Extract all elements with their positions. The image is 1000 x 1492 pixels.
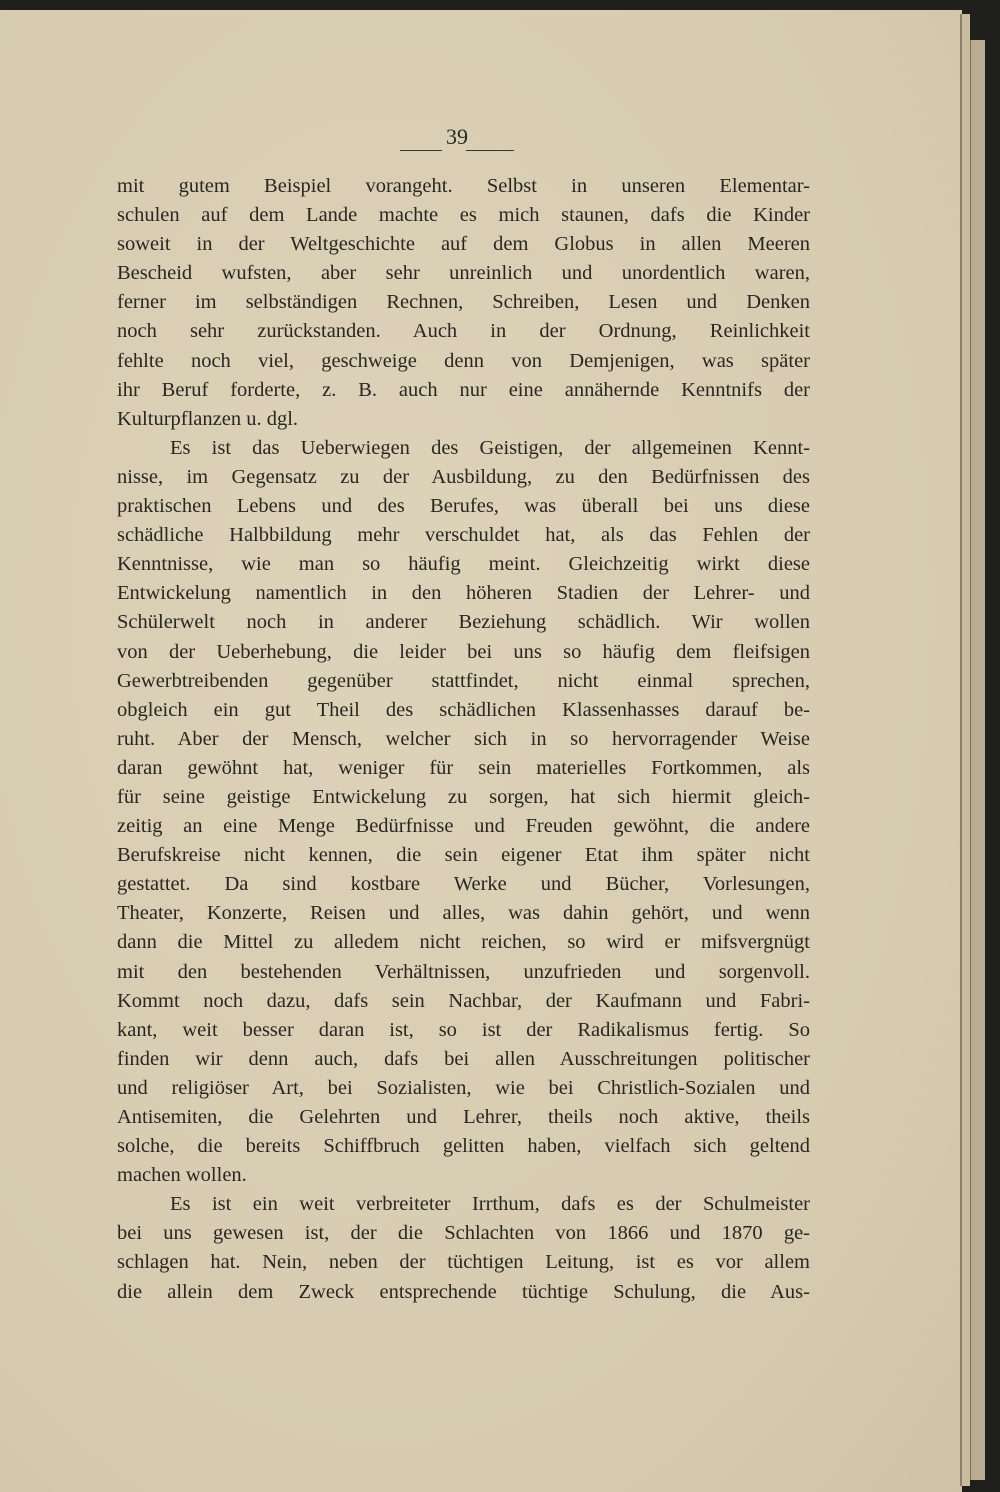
- text-line: von der Ueberhebung, die leider bei uns so häufig dem fleifsigen: [117, 640, 810, 663]
- text-line: Kulturpflanzen u. dgl.: [117, 407, 299, 430]
- text-line: finden wir denn auch, dafs bei allen Ausschreitungen politischer: [117, 1047, 810, 1070]
- text-line: mit gutem Beispiel vorangeht. Selbst in unseren Elementar-: [117, 175, 810, 197]
- text-line: und religiöser Art, bei Sozialisten, wie bei Christlich-Sozialen und: [117, 1076, 810, 1099]
- text-line: ferner im selbständigen Rechnen, Schreiben, Lesen und Denken: [117, 291, 810, 314]
- text-line: fehlte noch viel, geschweige denn von Demjenigen, was später: [117, 349, 810, 372]
- text-line: Schülerwelt noch in anderer Beziehung schädlich. Wir wollen: [117, 611, 810, 634]
- text-line: schlagen hat. Nein, neben der tüchtigen Leitung, ist es vor allem: [117, 1251, 810, 1274]
- text-line: schulen auf dem Lande machte es mich staunen, dafs die Kinder: [117, 204, 810, 227]
- text-line: gestattet. Da sind kostbare Werke und Bücher, Vorlesungen,: [117, 873, 810, 896]
- text-line: soweit in der Weltgeschichte auf dem Globus in allen Meeren: [117, 233, 810, 256]
- text-line: Theater, Konzerte, Reisen und alles, was dahin gehört, und wenn: [117, 902, 810, 925]
- text-line: zeitig an eine Menge Bedürfnisse und Freuden gewöhnt, die andere: [117, 815, 810, 838]
- text-line: für seine geistige Entwickelung zu sorgen, hat sich hiermit gleich-: [117, 785, 810, 808]
- folio-rule-left: [400, 150, 442, 151]
- text-line: die allein dem Zweck entsprechende tüchtige Schulung, die Aus-: [117, 1280, 810, 1303]
- book-edge: [970, 40, 985, 1480]
- text-line: praktischen Lebens und des Berufes, was überall bei uns diese: [117, 495, 810, 518]
- text-line: ruht. Aber der Mensch, welcher sich in so hervorragender Weise: [117, 727, 810, 750]
- page-number: 39: [446, 124, 468, 149]
- text-line: Entwickelung namentlich in den höheren Stadien der Lehrer- und: [117, 582, 810, 605]
- page-edge: [960, 14, 970, 1486]
- text-line: mit den bestehenden Verhältnissen, unzufrieden und sorgenvoll.: [117, 960, 810, 983]
- text-line: Berufskreise nicht kennen, die sein eigener Etat ihm später nicht: [117, 844, 810, 867]
- text-line: solche, die bereits Schiffbruch gelitten haben, vielfach sich geltend: [117, 1135, 810, 1158]
- text-line: kant, weit besser daran ist, so ist der Radikalismus fertig. So: [117, 1018, 810, 1041]
- folio-rule-right: [466, 150, 514, 151]
- text-line: obgleich ein gut Theil des schädlichen Klassenhasses darauf be-: [117, 698, 810, 721]
- text-line: Kommt noch dazu, dafs sein Nachbar, der Kaufmann und Fabri-: [117, 989, 810, 1012]
- text-line: schädliche Halbbildung mehr verschuldet hat, als das Fehlen der: [117, 524, 810, 547]
- text-line: Es ist ein weit verbreiteter Irrthum, dafs es der Schulmeister: [170, 1193, 810, 1216]
- text-line: machen wollen.: [117, 1164, 247, 1187]
- text-line: bei uns gewesen ist, der die Schlachten von 1866 und 1870 ge-: [117, 1222, 810, 1245]
- text-line: Antisemiten, die Gelehrten und Lehrer, theils noch aktive, theils: [117, 1106, 810, 1128]
- text-line: daran gewöhnt hat, weniger für sein materielles Fortkommen, als: [117, 756, 810, 779]
- text-line: Bescheid wufsten, aber sehr unreinlich und unordentlich waren,: [117, 262, 810, 285]
- text-line: Es ist das Ueberwiegen des Geistigen, der allgemeinen Kennt-: [170, 436, 810, 459]
- text-line: dann die Mittel zu alledem nicht reichen, so wird er mifsvergnügt: [117, 931, 810, 954]
- text-line: noch sehr zurückstanden. Auch in der Ordnung, Reinlichkeit: [117, 320, 810, 343]
- text-line: ihr Beruf forderte, z. B. auch nur eine annähernde Kenntnifs der: [117, 378, 810, 401]
- text-line: Kenntnisse, wie man so häufig meint. Gleichzeitig wirkt diese: [117, 553, 810, 576]
- text-line: Gewerbtreibenden gegenüber stattfindet, nicht einmal sprechen,: [117, 669, 810, 692]
- body-text: [117, 172, 810, 1307]
- text-line: nisse, im Gegensatz zu der Ausbildung, zu den Bedürfnissen des: [117, 465, 810, 488]
